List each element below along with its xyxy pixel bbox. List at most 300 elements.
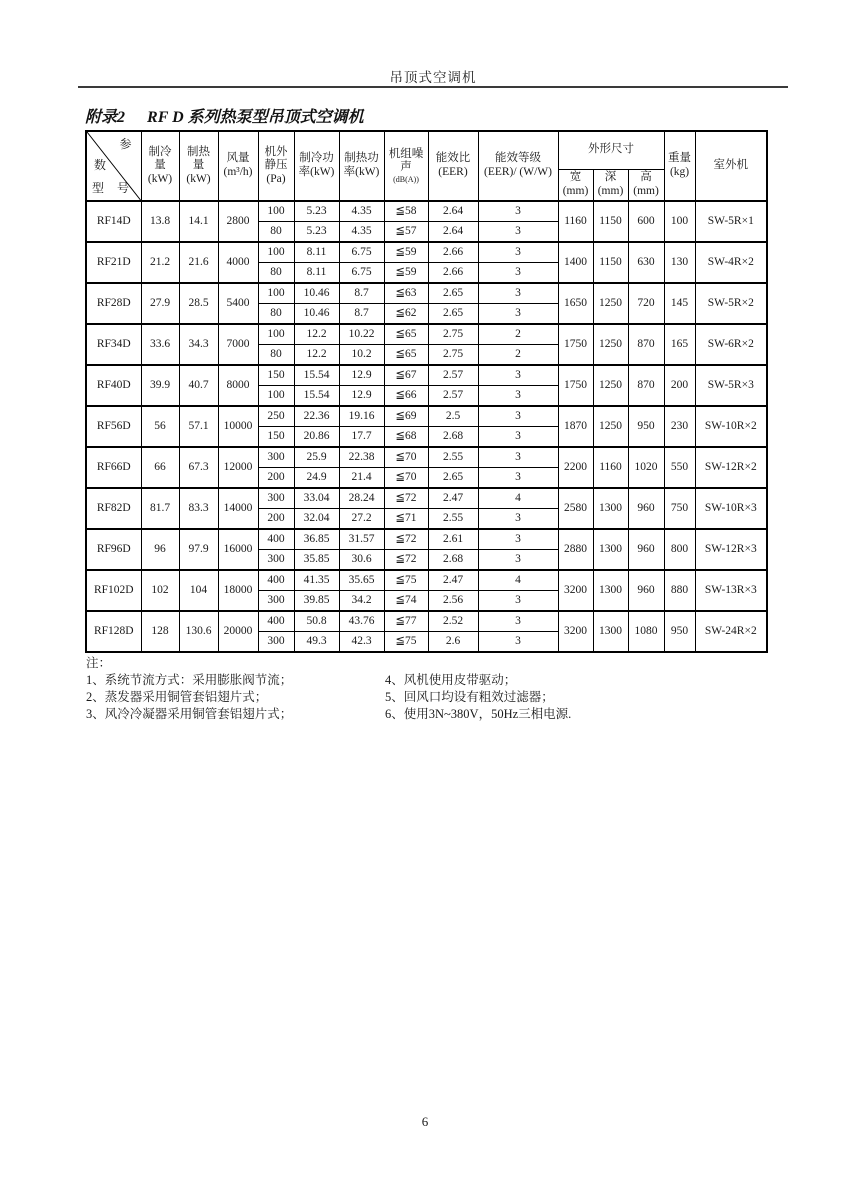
- table-row: [86, 488, 767, 509]
- col-static-pressure-line: 机外: [264, 145, 288, 158]
- col-cooling-capacity-line: 制冷: [148, 145, 172, 158]
- cell-eer: 2.68: [428, 427, 478, 448]
- cell-eer-grade: 3: [478, 304, 558, 325]
- cell-eer: 2.52: [428, 611, 478, 632]
- col-eer-line: (EER): [438, 166, 468, 178]
- cell-eer-grade: 3: [478, 591, 558, 612]
- cell-heating-power: 21.4: [339, 468, 384, 489]
- col-cooling-power-line: 制冷功: [299, 152, 334, 165]
- col-heating-capacity-line: 制热: [187, 145, 210, 158]
- cell-heating-power: 19.16: [339, 406, 384, 427]
- col-dim-width: [558, 169, 593, 201]
- cell-cooling-power: 10.46: [294, 304, 339, 325]
- cell-noise: ≦74: [384, 591, 428, 612]
- cell-heating-capacity: 14.1: [179, 201, 218, 242]
- cell-eer: 2.75: [428, 324, 478, 345]
- table-row: [86, 242, 767, 263]
- cell-noise: ≦67: [384, 365, 428, 386]
- cell-eer: 2.47: [428, 570, 478, 591]
- cell-dim-depth: 1300: [593, 570, 628, 611]
- cell-dim-height: 720: [628, 283, 664, 324]
- col-eer-grade: [478, 131, 558, 201]
- col-noise: [384, 131, 428, 201]
- col-heating-capacity-line: (kW): [186, 172, 211, 185]
- col-weight-line: (kg): [669, 166, 690, 178]
- cell-cooling-capacity: 96: [141, 529, 179, 570]
- cell-eer-grade: 3: [478, 406, 558, 427]
- cell-eer-grade: 3: [478, 632, 558, 653]
- cell-dim-depth: 1150: [593, 201, 628, 242]
- cell-cooling-power: 12.2: [294, 345, 339, 366]
- cell-heating-power: 12.9: [339, 386, 384, 407]
- cell-eer: 2.55: [428, 509, 478, 530]
- cell-eer: 2.65: [428, 468, 478, 489]
- col-dimensions-line: 外形尺寸: [588, 143, 635, 156]
- cell-cooling-capacity: 21.2: [141, 242, 179, 283]
- cell-dim-depth: 1300: [593, 488, 628, 529]
- cell-noise: ≦72: [384, 529, 428, 550]
- cell-weight: 800: [664, 529, 695, 570]
- cell-cooling-power: 33.04: [294, 488, 339, 509]
- cell-heating-power: 12.9: [339, 365, 384, 386]
- col-dim-depth: [593, 169, 628, 201]
- cell-model: RF102D: [86, 570, 141, 611]
- cell-cooling-power: 50.8: [294, 611, 339, 632]
- cell-heating-power: 30.6: [339, 550, 384, 571]
- cell-model: RF21D: [86, 242, 141, 283]
- cell-dim-width: 1870: [558, 406, 593, 447]
- cell-eer: 2.68: [428, 550, 478, 571]
- cell-eer-grade: 3: [478, 365, 558, 386]
- cell-static-pressure: 300: [258, 447, 294, 468]
- cell-cooling-capacity: 102: [141, 570, 179, 611]
- table-row: [86, 324, 767, 345]
- cell-dim-height: 870: [628, 324, 664, 365]
- col-weight: [664, 131, 695, 201]
- table-row: [86, 201, 767, 222]
- cell-eer: 2.6: [428, 632, 478, 653]
- cell-eer: 2.65: [428, 304, 478, 325]
- cell-heating-power: 27.2: [339, 509, 384, 530]
- running-header: [78, 66, 788, 86]
- cell-eer: 2.66: [428, 242, 478, 263]
- cell-dim-depth: 1250: [593, 324, 628, 365]
- col-noise-line: 机组噪: [388, 147, 424, 160]
- cell-eer: 2.66: [428, 263, 478, 284]
- cell-static-pressure: 80: [258, 304, 294, 325]
- cell-heating-power: 8.7: [339, 304, 384, 325]
- spec-table-body: [86, 201, 767, 652]
- corner-model-label: 型 号: [92, 180, 135, 195]
- cell-eer-grade: 3: [478, 550, 558, 571]
- cell-dim-width: 3200: [558, 570, 593, 611]
- cell-eer-grade: 3: [478, 222, 558, 243]
- cell-static-pressure: 200: [258, 509, 294, 530]
- cell-dim-height: 950: [628, 406, 664, 447]
- cell-cooling-capacity: 56: [141, 406, 179, 447]
- cell-cooling-capacity: 66: [141, 447, 179, 488]
- cell-cooling-power: 15.54: [294, 386, 339, 407]
- cell-dim-depth: 1250: [593, 283, 628, 324]
- cell-cooling-power: 20.86: [294, 427, 339, 448]
- cell-airflow: 5400: [218, 283, 258, 324]
- cell-weight: 230: [664, 406, 695, 447]
- cell-eer: 2.65: [428, 283, 478, 304]
- cell-static-pressure: 100: [258, 283, 294, 304]
- cell-noise: ≦58: [384, 201, 428, 222]
- corner-param-label-2: 数: [94, 158, 107, 172]
- col-airflow-line: (m³/h): [223, 166, 253, 178]
- cell-heating-power: 17.7: [339, 427, 384, 448]
- cell-airflow: 7000: [218, 324, 258, 365]
- cell-heating-power: 4.35: [339, 201, 384, 222]
- cell-eer: 2.75: [428, 345, 478, 366]
- cell-dim-depth: 1250: [593, 365, 628, 406]
- table-row: [86, 611, 767, 632]
- cell-noise: ≦71: [384, 509, 428, 530]
- cell-dim-depth: 1300: [593, 611, 628, 652]
- col-dimensions: [558, 131, 664, 169]
- cell-eer-grade: 2: [478, 324, 558, 345]
- cell-noise: ≦63: [384, 283, 428, 304]
- table-row: [86, 406, 767, 427]
- col-dim-height-line: 高: [640, 171, 652, 184]
- cell-noise: ≦72: [384, 550, 428, 571]
- cell-airflow: 18000: [218, 570, 258, 611]
- cell-cooling-power: 41.35: [294, 570, 339, 591]
- table-row: [86, 529, 767, 550]
- cell-heating-power: 42.3: [339, 632, 384, 653]
- cell-outdoor-unit: SW-5R×2: [695, 283, 767, 324]
- cell-dim-width: 3200: [558, 611, 593, 652]
- cell-eer: 2.64: [428, 201, 478, 222]
- col-eer: [428, 131, 478, 201]
- cell-heating-power: 43.76: [339, 611, 384, 632]
- cell-model: RF56D: [86, 406, 141, 447]
- cell-cooling-power: 25.9: [294, 447, 339, 468]
- note-item: 2、蒸发器采用铜管套铝翅片式；: [86, 690, 268, 704]
- cell-noise: ≦75: [384, 570, 428, 591]
- cell-weight: 145: [664, 283, 695, 324]
- cell-noise: ≦65: [384, 324, 428, 345]
- cell-weight: 130: [664, 242, 695, 283]
- cell-outdoor-unit: SW-10R×3: [695, 488, 767, 529]
- cell-dim-width: 1160: [558, 201, 593, 242]
- cell-static-pressure: 400: [258, 529, 294, 550]
- cell-airflow: 10000: [218, 406, 258, 447]
- cell-cooling-capacity: 81.7: [141, 488, 179, 529]
- cell-noise: ≦70: [384, 468, 428, 489]
- cell-cooling-power: 8.11: [294, 242, 339, 263]
- col-heating-capacity-line: 量: [192, 159, 205, 172]
- col-dim-depth-line: (mm): [597, 184, 624, 197]
- page-number: 6: [421, 1114, 429, 1129]
- cell-noise: ≦75: [384, 632, 428, 653]
- cell-noise: ≦62: [384, 304, 428, 325]
- col-airflow: [218, 131, 258, 201]
- cell-static-pressure: 300: [258, 550, 294, 571]
- col-cooling-capacity-line: 量: [154, 159, 166, 172]
- cell-eer-grade: 3: [478, 283, 558, 304]
- cell-eer: 2.61: [428, 529, 478, 550]
- cell-model: RF40D: [86, 365, 141, 406]
- cell-outdoor-unit: SW-13R×3: [695, 570, 767, 611]
- col-dim-height: [628, 169, 664, 201]
- cell-eer-grade: 3: [478, 447, 558, 468]
- col-dim-width-line: 宽: [569, 171, 582, 184]
- cell-eer: 2.5: [428, 406, 478, 427]
- cell-dim-height: 630: [628, 242, 664, 283]
- col-eer-grade-line: (EER)/ (W/W): [483, 166, 552, 178]
- cell-heating-power: 10.2: [339, 345, 384, 366]
- cell-cooling-power: 36.85: [294, 529, 339, 550]
- cell-dim-width: 2200: [558, 447, 593, 488]
- col-noise-line: 声: [400, 161, 412, 174]
- cell-heating-power: 4.35: [339, 222, 384, 243]
- cell-static-pressure: 400: [258, 611, 294, 632]
- col-eer-grade-line: 能效等级: [495, 152, 541, 165]
- col-static-pressure: [258, 131, 294, 201]
- col-cooling-capacity-line: (kW): [147, 172, 173, 185]
- cell-cooling-capacity: 33.6: [141, 324, 179, 365]
- cell-noise: ≦65: [384, 345, 428, 366]
- cell-weight: 950: [664, 611, 695, 652]
- col-outdoor-unit: [695, 131, 767, 201]
- cell-dim-width: 1650: [558, 283, 593, 324]
- cell-cooling-power: 49.3: [294, 632, 339, 653]
- col-cooling-power: [294, 131, 339, 201]
- cell-noise: ≦77: [384, 611, 428, 632]
- cell-model: RF28D: [86, 283, 141, 324]
- notes-columns: [86, 672, 726, 723]
- cell-heating-capacity: 104: [179, 570, 218, 611]
- cell-outdoor-unit: SW-5R×1: [695, 201, 767, 242]
- cell-eer: 2.55: [428, 447, 478, 468]
- cell-heating-capacity: 21.6: [179, 242, 218, 283]
- cell-static-pressure: 250: [258, 406, 294, 427]
- cell-dim-width: 1750: [558, 324, 593, 365]
- cell-weight: 880: [664, 570, 695, 611]
- col-static-pressure-line: 静压: [264, 159, 288, 172]
- cell-eer: 2.56: [428, 591, 478, 612]
- cell-static-pressure: 300: [258, 632, 294, 653]
- cell-heating-power: 6.75: [339, 242, 384, 263]
- appendix-title-text: RF D 系列热泵型吊顶式空调机: [147, 109, 364, 126]
- header-row-1: [86, 131, 767, 169]
- cell-cooling-power: 32.04: [294, 509, 339, 530]
- cell-airflow: 8000: [218, 365, 258, 406]
- cell-outdoor-unit: SW-24R×2: [695, 611, 767, 652]
- cell-weight: 200: [664, 365, 695, 406]
- cell-noise: ≦57: [384, 222, 428, 243]
- cell-model: RF34D: [86, 324, 141, 365]
- cell-dim-depth: 1150: [593, 242, 628, 283]
- cell-airflow: 14000: [218, 488, 258, 529]
- cell-airflow: 16000: [218, 529, 258, 570]
- cell-eer-grade: 2: [478, 345, 558, 366]
- cell-outdoor-unit: SW-4R×2: [695, 242, 767, 283]
- cell-noise: ≦68: [384, 427, 428, 448]
- cell-eer-grade: 4: [478, 570, 558, 591]
- table-row: [86, 365, 767, 386]
- cell-static-pressure: 150: [258, 427, 294, 448]
- cell-dim-depth: 1300: [593, 529, 628, 570]
- cell-static-pressure: 150: [258, 365, 294, 386]
- cell-heating-power: 6.75: [339, 263, 384, 284]
- cell-heating-power: 10.22: [339, 324, 384, 345]
- col-cooling-power-line: 率(kW): [298, 166, 335, 178]
- cell-cooling-capacity: 13.8: [141, 201, 179, 242]
- cell-outdoor-unit: SW-6R×2: [695, 324, 767, 365]
- cell-noise: ≦66: [384, 386, 428, 407]
- cell-airflow: 2800: [218, 201, 258, 242]
- corner-param-label: 参: [119, 137, 132, 151]
- cell-eer-grade: 3: [478, 611, 558, 632]
- cell-airflow: 12000: [218, 447, 258, 488]
- cell-heating-capacity: 67.3: [179, 447, 218, 488]
- cell-model: RF14D: [86, 201, 141, 242]
- note-item: 1、系统节流方式：采用膨胀阀节流；: [86, 673, 293, 687]
- cell-airflow: 20000: [218, 611, 258, 652]
- cell-static-pressure: 400: [258, 570, 294, 591]
- cell-cooling-power: 10.46: [294, 283, 339, 304]
- cell-heating-capacity: 130.6: [179, 611, 218, 652]
- cell-heating-power: 31.57: [339, 529, 384, 550]
- cell-dim-height: 870: [628, 365, 664, 406]
- cell-eer-grade: 3: [478, 201, 558, 222]
- cell-dim-height: 960: [628, 488, 664, 529]
- note-item: 6、使用3N~380V，50Hz三相电源.: [385, 707, 572, 721]
- cell-eer-grade: 3: [478, 242, 558, 263]
- cell-static-pressure: 100: [258, 324, 294, 345]
- cell-dim-width: 1750: [558, 365, 593, 406]
- cell-heating-power: 28.24: [339, 488, 384, 509]
- cell-cooling-power: 8.11: [294, 263, 339, 284]
- col-dim-width-line: (mm): [562, 184, 589, 197]
- cell-dim-depth: 1250: [593, 406, 628, 447]
- cell-heating-capacity: 97.9: [179, 529, 218, 570]
- cell-dim-width: 2580: [558, 488, 593, 529]
- cell-outdoor-unit: SW-12R×3: [695, 529, 767, 570]
- cell-dim-width: 2880: [558, 529, 593, 570]
- col-heating-power: [339, 131, 384, 201]
- spec-table: [85, 130, 768, 653]
- cell-static-pressure: 300: [258, 488, 294, 509]
- cell-noise: ≦59: [384, 242, 428, 263]
- cell-model: RF66D: [86, 447, 141, 488]
- cell-airflow: 4000: [218, 242, 258, 283]
- cell-weight: 750: [664, 488, 695, 529]
- cell-weight: 550: [664, 447, 695, 488]
- cell-static-pressure: 200: [258, 468, 294, 489]
- cell-model: RF82D: [86, 488, 141, 529]
- cell-eer-grade: 4: [478, 488, 558, 509]
- cell-static-pressure: 100: [258, 386, 294, 407]
- cell-eer-grade: 3: [478, 263, 558, 284]
- cell-heating-power: 34.2: [339, 591, 384, 612]
- cell-eer-grade: 3: [478, 468, 558, 489]
- col-noise-line: (dB(A)): [393, 174, 419, 184]
- cell-static-pressure: 80: [258, 345, 294, 366]
- cell-cooling-capacity: 39.9: [141, 365, 179, 406]
- cell-static-pressure: 100: [258, 242, 294, 263]
- cell-noise: ≦72: [384, 488, 428, 509]
- running-header-text: 吊顶式空调机: [389, 70, 477, 85]
- cell-eer: 2.64: [428, 222, 478, 243]
- cell-heating-power: 35.65: [339, 570, 384, 591]
- cell-eer: 2.47: [428, 488, 478, 509]
- appendix-title: [85, 104, 364, 127]
- cell-cooling-power: 5.23: [294, 222, 339, 243]
- cell-model: RF96D: [86, 529, 141, 570]
- col-heating-power-line: 率(kW): [343, 166, 380, 178]
- appendix-number: 附录2: [85, 109, 126, 126]
- cell-outdoor-unit: SW-5R×3: [695, 365, 767, 406]
- cell-heating-power: 8.7: [339, 283, 384, 304]
- col-heating-capacity: [179, 131, 218, 201]
- cell-dim-height: 960: [628, 529, 664, 570]
- cell-dim-depth: 1160: [593, 447, 628, 488]
- cell-cooling-power: 24.9: [294, 468, 339, 489]
- cell-eer-grade: 3: [478, 509, 558, 530]
- notes-column-left: [86, 672, 385, 723]
- cell-eer: 2.57: [428, 386, 478, 407]
- cell-heating-capacity: 57.1: [179, 406, 218, 447]
- header-rule: [78, 86, 788, 88]
- note-item: 5、回风口均设有粗效过滤器；: [385, 690, 554, 704]
- cell-cooling-power: 15.54: [294, 365, 339, 386]
- cell-dim-height: 960: [628, 570, 664, 611]
- cell-cooling-power: 22.36: [294, 406, 339, 427]
- spec-table-header: [86, 131, 767, 201]
- note-item: 4、风机使用皮带驱动；: [385, 673, 517, 687]
- note-item: 3、风冷冷凝器采用铜管套铝翅片式；: [86, 707, 293, 721]
- col-weight-line: 重量: [668, 152, 692, 165]
- table-row: [86, 447, 767, 468]
- cell-weight: 100: [664, 201, 695, 242]
- cell-dim-width: 1400: [558, 242, 593, 283]
- cell-static-pressure: 300: [258, 591, 294, 612]
- notes-column-right: [385, 672, 725, 723]
- cell-eer-grade: 3: [478, 427, 558, 448]
- cell-cooling-power: 35.85: [294, 550, 339, 571]
- cell-static-pressure: 80: [258, 222, 294, 243]
- cell-static-pressure: 80: [258, 263, 294, 284]
- cell-cooling-power: 39.85: [294, 591, 339, 612]
- cell-eer-grade: 3: [478, 529, 558, 550]
- corner-cell: [86, 131, 141, 201]
- cell-outdoor-unit: SW-10R×2: [695, 406, 767, 447]
- cell-heating-power: 22.38: [339, 447, 384, 468]
- cell-cooling-capacity: 128: [141, 611, 179, 652]
- cell-weight: 165: [664, 324, 695, 365]
- cell-noise: ≦70: [384, 447, 428, 468]
- cell-dim-height: 600: [628, 201, 664, 242]
- cell-noise: ≦59: [384, 263, 428, 284]
- notes-label: 注：: [86, 656, 112, 670]
- col-dim-depth-line: 深: [604, 171, 617, 184]
- cell-cooling-power: 5.23: [294, 201, 339, 222]
- cell-cooling-power: 12.2: [294, 324, 339, 345]
- cell-cooling-capacity: 27.9: [141, 283, 179, 324]
- table-row: [86, 570, 767, 591]
- col-cooling-capacity: [141, 131, 179, 201]
- cell-heating-capacity: 40.7: [179, 365, 218, 406]
- cell-model: RF128D: [86, 611, 141, 652]
- cell-dim-height: 1080: [628, 611, 664, 652]
- col-heating-power-line: 制热功: [344, 152, 379, 165]
- cell-heating-capacity: 28.5: [179, 283, 218, 324]
